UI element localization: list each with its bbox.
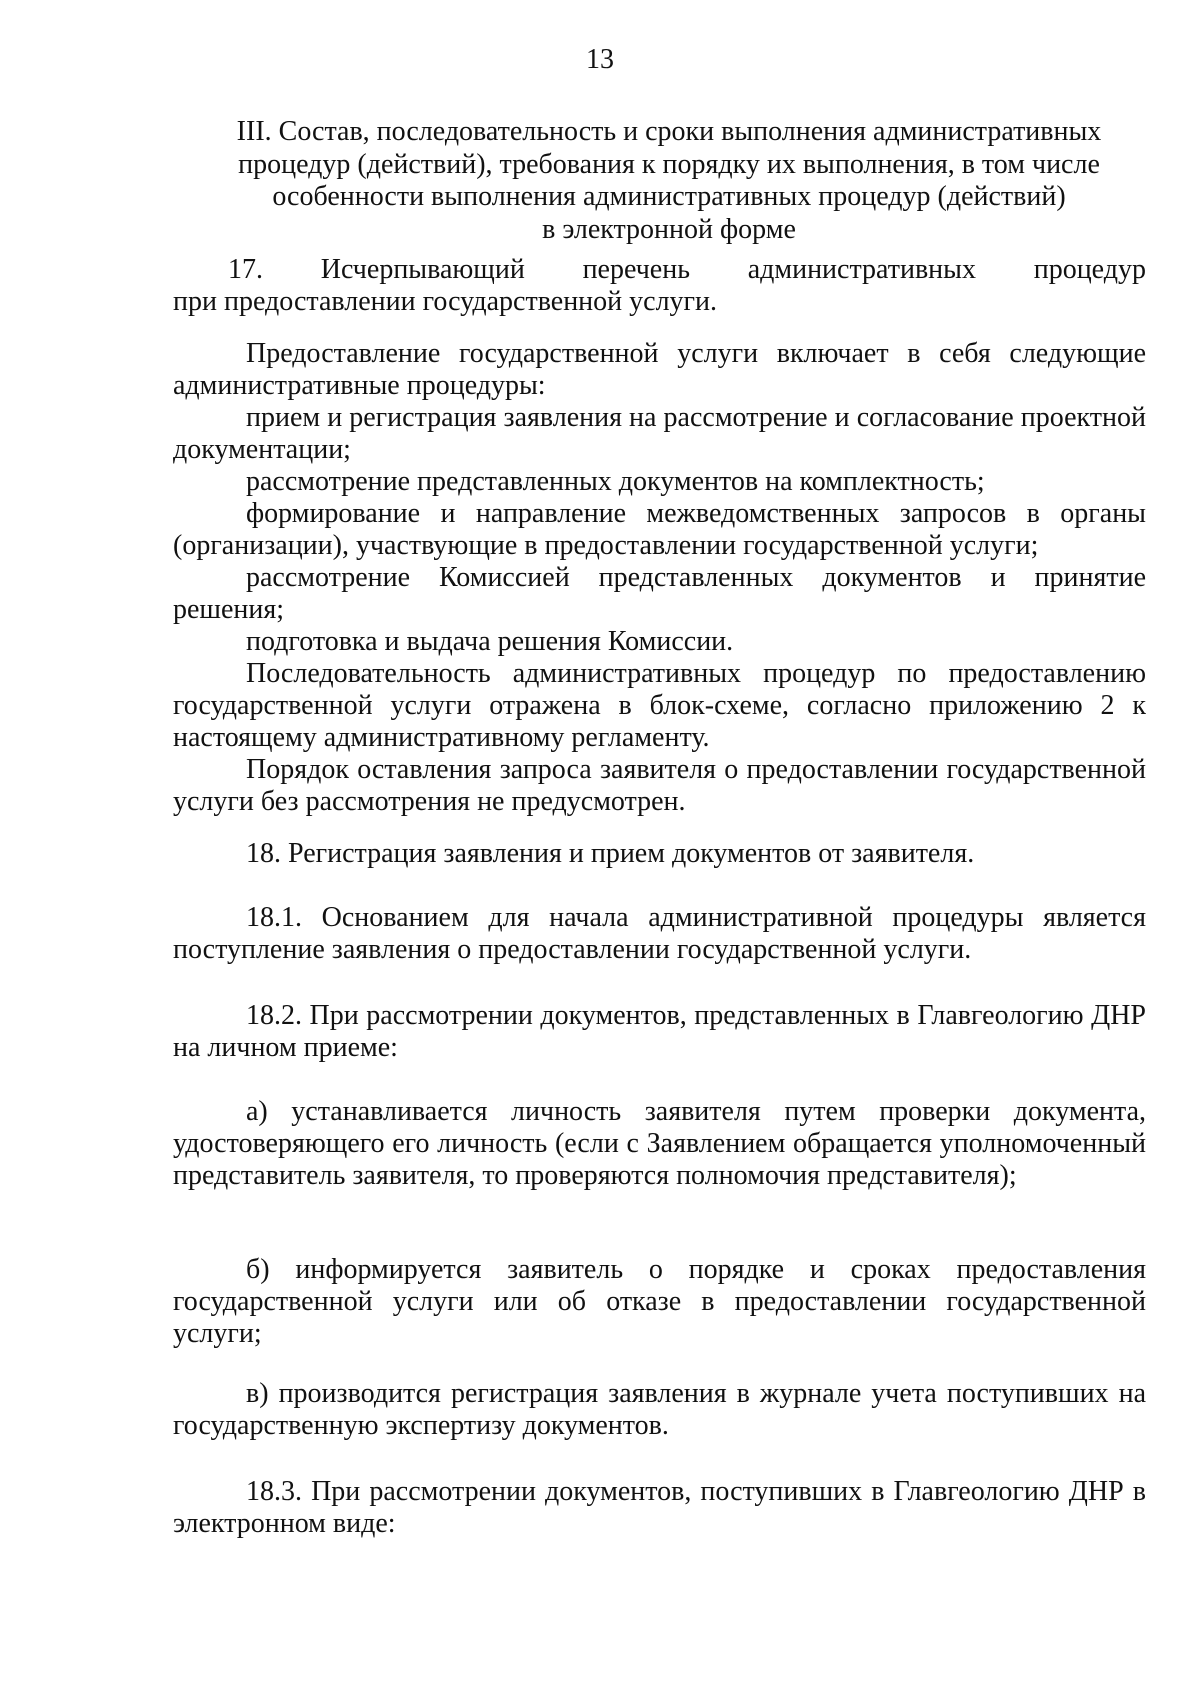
procedure-item: рассмотрение представленных документов на комплектность; xyxy=(246,466,985,497)
intro-line: Предоставление государственной услуги включает в себя следующие xyxy=(246,338,1146,369)
paragraph-18: 18. Регистрация заявления и прием документов от заявителя. xyxy=(246,838,975,869)
page-number: 13 xyxy=(586,44,614,75)
section-heading-line: процедур (действий), требования к порядку их выполнения, в том числе xyxy=(238,148,1100,180)
intro-line: административные процедуры: xyxy=(173,370,546,401)
intro-paragraph xyxy=(173,338,1146,402)
section-heading-line: особенности выполнения административных процедур (действий) xyxy=(272,181,1066,212)
procedure-item: подготовка и выдача решения Комиссии. xyxy=(246,626,734,657)
paragraph-18-2: 18.2. При рассмотрении документов, представленных в Главгеологию ДНР на личном приеме: xyxy=(173,1000,1146,1063)
paragraph-17-second-line: при предоставлении государственной услуги. xyxy=(173,286,718,317)
section-heading-line: III. Состав, последовательность и сроки выполнения административных xyxy=(236,116,1102,147)
word: перечень xyxy=(582,254,690,285)
paragraph-17 xyxy=(173,254,1146,318)
procedure-item: прием и регистрация заявления на рассмотрение и согласование проектной документации; xyxy=(173,402,1146,465)
paragraph-17-first-line xyxy=(173,254,1146,286)
item-a: а) устанавливается личность заявителя путем проверки документа, удостоверяющего его личность (если с Заявлением обращается уполномоченный представитель заявителя, то проверяются полномочия представителя); xyxy=(173,1096,1146,1191)
word: 17. xyxy=(228,254,263,285)
procedure-item: формирование и направление межведомственных запросов в органы (организации), участвующие в предоставлении государственной услуги; xyxy=(173,498,1146,561)
item-b: б) информируется заявитель о порядке и сроках предоставления государственной услуги или об отказе в предоставлении государственной услуги; xyxy=(173,1254,1146,1349)
no-leave-paragraph: Порядок оставления запроса заявителя о предоставлении государственной услуги без рассмотрения не предусмотрен. xyxy=(173,754,1146,817)
word: процедур xyxy=(1033,254,1146,285)
word: Исчерпывающий xyxy=(320,254,525,285)
word: административных xyxy=(747,254,976,285)
paragraph-18-3: 18.3. При рассмотрении документов, поступивших в Главгеологию ДНР в электронном виде: xyxy=(173,1476,1146,1539)
section-heading-line: в электронной форме xyxy=(542,213,796,245)
paragraph-18-1: 18.1. Основанием для начала административной процедуры является поступление заявления о предоставлении государственной услуги. xyxy=(173,902,1146,965)
item-v: в) производится регистрация заявления в журнале учета поступивших на государственную экспертизу документов. xyxy=(173,1378,1146,1441)
procedure-item: рассмотрение Комиссией представленных документов и принятие решения; xyxy=(173,562,1146,625)
sequence-paragraph: Последовательность административных процедур по предоставлению государственной услуги отражена в блок-схеме, согласно приложению 2 к настоящему административному регламенту. xyxy=(173,658,1146,753)
section-heading xyxy=(173,116,1165,246)
